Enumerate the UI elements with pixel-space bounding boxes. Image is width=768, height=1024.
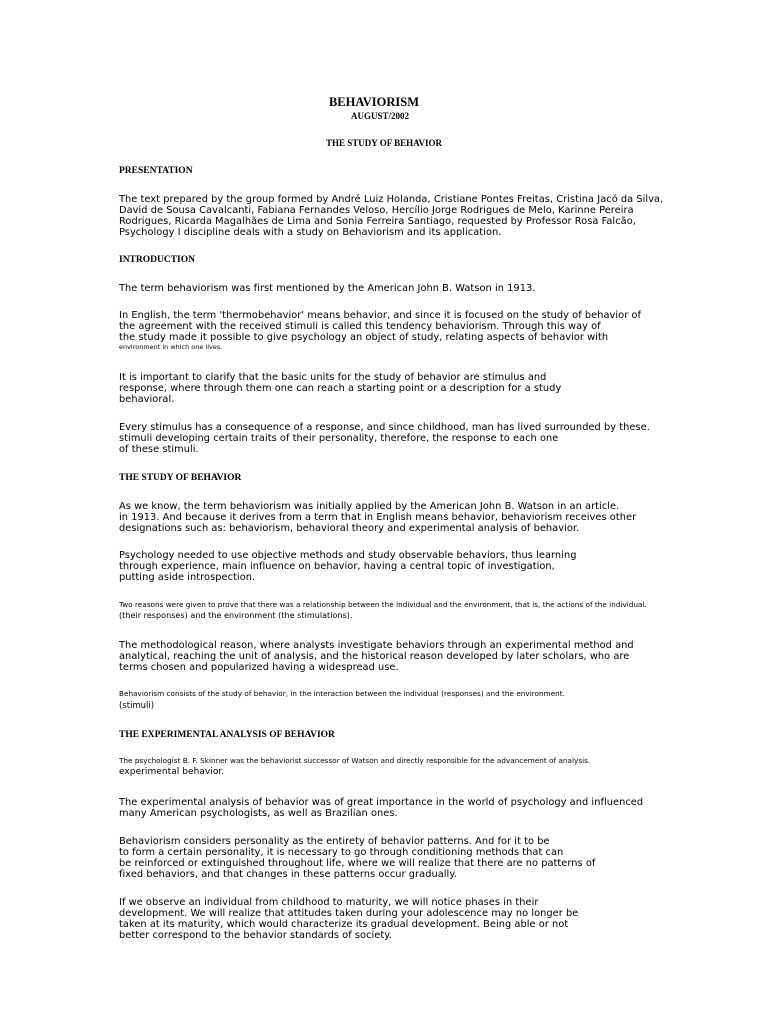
paragraph-intro-4 <box>119 422 679 455</box>
document-date: AUGUST/2002 <box>350 111 409 121</box>
paragraph-study-4 <box>119 640 679 673</box>
paragraph-study-5 <box>119 689 679 711</box>
text-line: As we know, the term behaviorism was initially applied by the American John B. Watson in an article. <box>119 501 620 512</box>
text-line: (stimuli) <box>119 700 155 710</box>
text-line: If we observe an individual from childhood to maturity, we will notice phases in their <box>119 897 539 908</box>
text-line: fixed behaviors, and that changes in these patterns occur gradually. <box>119 869 457 880</box>
text-line: David de Sousa Cavalcanti, Fabiana Fernandes Veloso, Hercílio Jorge Rodrigues de Melo, Karinne Pereira <box>119 205 634 216</box>
text-line: of these stimuli. <box>119 444 199 455</box>
text-line: Rodrigues, Ricarda Magalhães de Lima and Sonia Ferreira Santiago, requested by Professor Rosa Falcão, <box>119 216 636 227</box>
paragraph-study-1 <box>119 501 679 534</box>
text-line: to form a certain personality, it is necessary to go through conditioning methods that can <box>119 847 564 858</box>
heading-study-of-behavior: THE STUDY OF BEHAVIOR <box>119 473 242 483</box>
paragraph-intro-1 <box>119 283 679 294</box>
text-line: designations such as: behaviorism, behavioral theory and experimental analysis of behavior. <box>119 523 580 534</box>
document-subtitle: THE STUDY OF BEHAVIOR <box>326 138 442 148</box>
text-line: terms chosen and popularized having a widespread use. <box>119 662 399 673</box>
paragraph-experimental-2 <box>119 797 679 819</box>
text-line-small: Two reasons were given to prove that there was a relationship between the individual and the environment, that is, the actions of the individual. <box>119 600 647 609</box>
text-line: be reinforced or extinguished throughout life, where we will realize that there are no patterns of <box>119 858 596 869</box>
text-line: In English, the term 'thermobehavior' means behavior, and since it is focused on the study of behavior of <box>119 310 641 321</box>
paragraph-experimental-4 <box>119 897 679 941</box>
text-line: through experience, main influence on behavior, having a central topic of investigation, <box>119 561 555 572</box>
text-line: taken at its maturity, which would characterize its gradual development. Being able or not <box>119 919 569 930</box>
text-line: experimental behavior. <box>119 767 225 777</box>
paragraph-study-2 <box>119 550 679 583</box>
text-line: Behaviorism considers personality as the entirety of behavior patterns. And for it to be <box>119 836 550 847</box>
text-line: analytical, reaching the unit of analysis, and the historical reason developed by later scholars, who are <box>119 651 630 662</box>
text-line: The experimental analysis of behavior was of great importance in the world of psychology and influenced <box>119 797 644 808</box>
paragraph-experimental-1 <box>119 756 679 778</box>
paragraph-intro-3 <box>119 372 679 405</box>
text-line: The text prepared by the group formed by André Luiz Holanda, Cristiane Pontes Freitas, Cristina Jacó da Silva, <box>119 194 664 205</box>
text-line-small: Behaviorism consists of the study of behavior, in the interaction between the individual (responses) and the environment. <box>119 689 565 698</box>
text-line: development. We will realize that attitudes taken during your adolescence may no longer be <box>119 908 579 919</box>
text-line: putting aside introspection. <box>119 572 256 583</box>
text-line: Psychology needed to use objective methods and study observable behaviors, thus learning <box>119 550 577 561</box>
paragraph-experimental-3 <box>119 836 679 880</box>
text-line: the study made it possible to give psychology an object of study, relating aspects of behavior with <box>119 332 609 343</box>
text-line: It is important to clarify that the basic units for the study of behavior are stimulus and <box>119 372 547 383</box>
paragraph-intro-2 <box>119 310 679 351</box>
paragraph-presentation <box>119 194 679 238</box>
text-line: better correspond to the behavior standards of society. <box>119 930 392 941</box>
text-line: response, where through them one can reach a starting point or a description for a study <box>119 383 562 394</box>
text-line: behavioral. <box>119 394 175 405</box>
text-line: in 1913. And because it derives from a term that in English means behavior, behaviorism receives other <box>119 512 637 523</box>
text-line: Every stimulus has a consequence of a response, and since childhood, man has lived surrounded by these. <box>119 422 650 433</box>
paragraph-study-3 <box>119 600 679 622</box>
text-line: (their responses) and the environment (the stimulations). <box>119 611 353 620</box>
text-line: the agreement with the received stimuli is called this tendency behaviorism. Through this way of <box>119 321 601 332</box>
heading-presentation: PRESENTATION <box>119 166 193 176</box>
text-line-small: The psychologist B. F. Skinner was the behaviorist successor of Watson and directly responsible for the advancement of analysis. <box>119 756 591 765</box>
text-line: Psychology I discipline deals with a study on Behaviorism and its application. <box>119 227 502 238</box>
heading-experimental-analysis: THE EXPERIMENTAL ANALYSIS OF BEHAVIOR <box>119 730 335 740</box>
text-line: stimuli developing certain traits of their personality, therefore, the response to each one <box>119 433 559 444</box>
text-line: many American psychologists, as well as Brazilian ones. <box>119 808 398 819</box>
heading-introduction: INTRODUCTION <box>119 255 196 265</box>
text-line: The methodological reason, where analysts investigate behaviors through an experimental method and <box>119 640 634 651</box>
text-line: The term behaviorism was first mentioned by the American John B. Watson in 1913. <box>119 283 536 294</box>
text-line-small: environment in which one lives. <box>119 343 223 351</box>
document-title: BEHAVIORISM <box>328 95 420 109</box>
